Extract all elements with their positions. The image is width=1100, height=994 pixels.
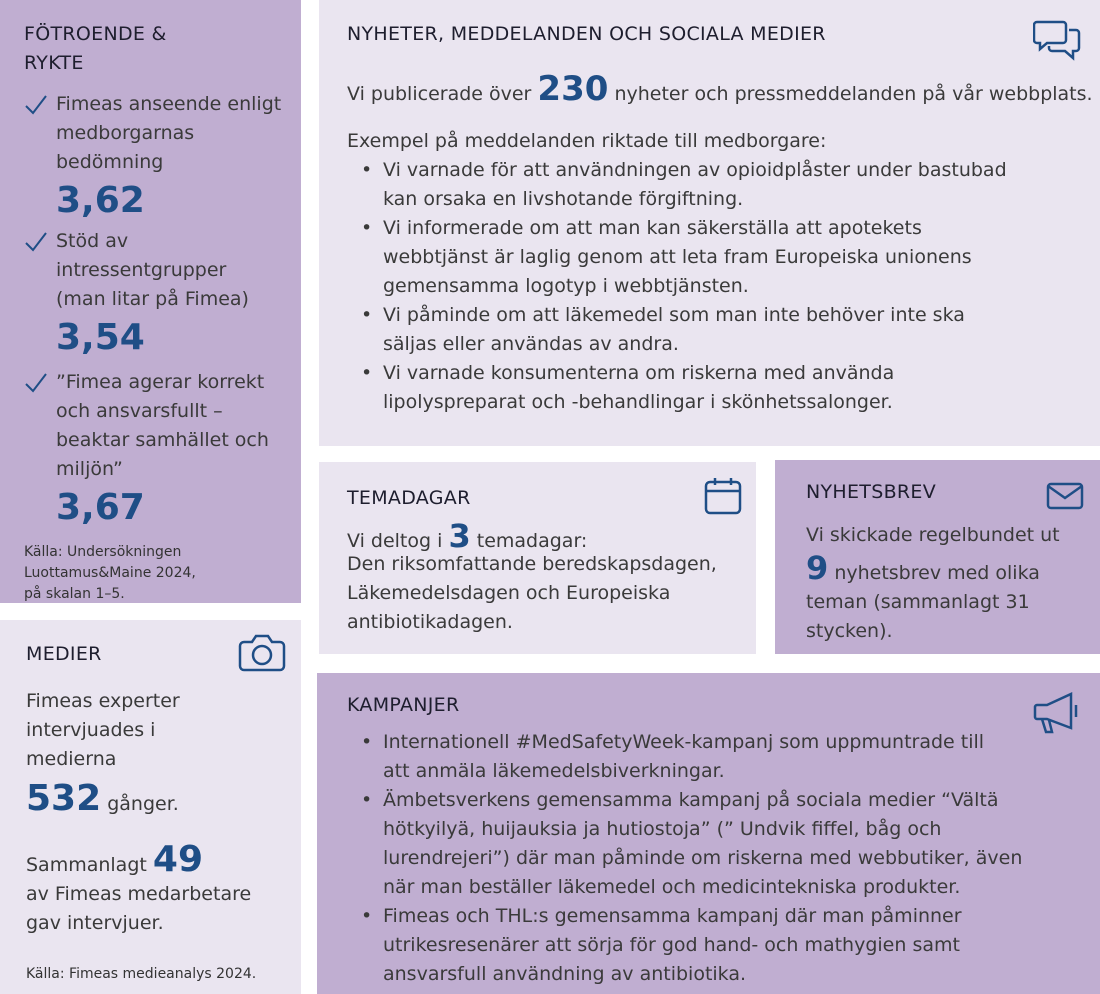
speech-bubbles-icon xyxy=(1033,18,1081,62)
list-item: • Internationell #MedSafetyWeek-kampanj som uppmuntrade till att anmäla läkemedelsbiverkningar. xyxy=(347,728,1100,786)
list-item: • Fimeas och THL:s gemensamma kampanj där man påminner utrikesresenärer att sörja för god hand- och mathygien samt ansvarsfull användning av antibiotika. xyxy=(347,902,1100,989)
media-source: Källa: Fimeas medieanalys 2024. xyxy=(26,966,257,982)
media-count-suffix: gånger. xyxy=(107,793,179,815)
news-panel xyxy=(319,0,1100,446)
news-pub-count: 230 xyxy=(537,69,609,109)
list-item: • Vi informerade om att man kan säkerställa att apotekets webbtjänst är laglig genom att leta fram Europeiska unionens gemensamma logotyp i webbtjänsten. xyxy=(347,214,1100,301)
trust-item-stakeholders: Stöd av intressentgrupper (man litar på Fimea) 3,54 xyxy=(24,227,285,360)
envelope-icon xyxy=(1046,482,1084,510)
trust-value-reputation: 3,62 xyxy=(56,180,145,221)
trust-item-reputation: Fimeas anseende enligt medborgarnas bedömning 3,62 xyxy=(24,90,285,223)
newsletter-panel xyxy=(775,460,1100,654)
calendar-icon xyxy=(703,476,743,516)
media-total: Sammanlagt 49 av Fimeas medarbetare gav intervjuer. xyxy=(26,839,252,934)
checkmark-icon xyxy=(24,231,48,253)
list-item: • Ämbetsverkens gemensamma kampanj på sociala medier “Vältä hötkyilyä, huijauksia ja hutiostoja” (” Undvik fiffel, båg och lurendrejeri”) där man påminde om riskerna med webbutiker, även när man beställer läkemedel och medicintekniska produkter. xyxy=(347,786,1100,902)
media-count: 532 xyxy=(26,778,102,819)
news-bullet-list xyxy=(347,156,1100,417)
theme-days-count-row: Vi deltog i 3 temadagar: xyxy=(347,517,588,555)
media-text: Fimeas experter intervjuades i medierna xyxy=(26,690,180,770)
news-published: Vi publicerade över 230 nyheter och pressmeddelanden på vår webbplats. xyxy=(347,69,1093,109)
theme-days-title: TEMADAGAR xyxy=(347,487,471,509)
list-item: • Vi varnade för att användningen av opioidplåster under bastubad kan orsaka en livshotande förgiftning. xyxy=(347,156,1100,214)
newsletter-title: NYHETSBREV xyxy=(806,481,937,503)
campaigns-panel xyxy=(317,673,1100,994)
checkmark-icon xyxy=(24,372,48,394)
trust-value-responsibility: 3,67 xyxy=(56,487,145,528)
camera-icon xyxy=(238,632,286,672)
theme-days-panel xyxy=(319,462,756,654)
theme-days-list: Den riksomfattande beredskapsdagen, Läkemedelsdagen och Europeiska antibiotikadagen. xyxy=(347,553,717,633)
list-item: • Vi varnade konsumenterna om riskerna med använda lipolyspreparat och -behandlingar i skönhetssalonger. xyxy=(347,359,1100,417)
newsletter-text: Vi skickade regelbundet ut 9 nyhetsbrev med olika teman (sammanlagt 31 stycken). xyxy=(806,524,1060,642)
list-item: • Vi påminde om att läkemedel som man inte behöver inte ska säljas eller användas av andra. xyxy=(347,301,1100,359)
news-title: NYHETER, MEDDELANDEN OCH SOCIALA MEDIER xyxy=(347,23,826,45)
media-count-row xyxy=(26,776,285,822)
checkmark-icon xyxy=(24,94,48,116)
trust-item-responsibility: ”Fimea agerar korrekt och ansvarsfullt – beaktar samhället och miljön” 3,67 xyxy=(24,368,285,530)
newsletter-count: 9 xyxy=(806,549,829,587)
news-examples-intro: Exempel på meddelanden riktade till medborgare: xyxy=(347,130,827,152)
media-panel xyxy=(0,620,301,994)
media-total-count: 49 xyxy=(152,839,203,880)
trust-title: FÖTROENDE & RYKTE xyxy=(24,23,167,74)
campaigns-title: KAMPANJER xyxy=(347,694,460,716)
campaigns-bullet-list xyxy=(347,728,1100,989)
trust-source: Källa: Undersökningen Luottamus&Maine 2024, på skalan 1–5. xyxy=(24,544,196,602)
trust-panel xyxy=(0,0,301,603)
media-title: MEDIER xyxy=(26,643,102,665)
trust-value-stakeholders: 3,54 xyxy=(56,317,145,358)
theme-days-count: 3 xyxy=(448,517,471,555)
